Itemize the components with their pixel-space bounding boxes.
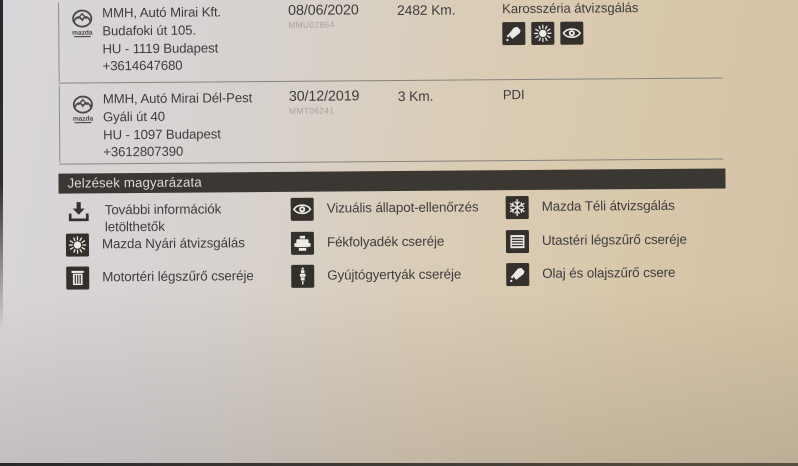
legend-item [291, 263, 517, 288]
legend-item [506, 261, 737, 286]
service-block [502, 0, 732, 45]
spark-plug-icon [291, 265, 314, 288]
eye-icon [560, 22, 583, 45]
legend-item [66, 232, 270, 257]
document-code: MMT06241 [288, 105, 335, 116]
service-icons [502, 20, 732, 45]
brake-fluid-icon [291, 232, 314, 255]
legend-item [506, 228, 737, 253]
oil-can-icon [502, 22, 525, 45]
snowflake-icon [506, 196, 529, 219]
dealer-phone: +3612807390 [103, 144, 184, 160]
service-date: 30/12/2019 [288, 88, 360, 105]
sun-icon [531, 22, 554, 45]
legend-label: Olaj és olajszűrő csere [542, 264, 676, 281]
service-block [503, 85, 733, 102]
legend-item [291, 230, 517, 255]
mazda-logo-icon [69, 91, 97, 127]
document-code: MMU02864 [288, 19, 335, 30]
dealer-address-line2: HU - 1119 Budapest [102, 40, 219, 56]
table-border [59, 86, 61, 163]
service-title: PDI [502, 87, 525, 103]
dealer-phone: +3614647680 [102, 58, 183, 74]
legend-label: További információk letölthetők [104, 201, 222, 234]
service-date: 08/06/2020 [288, 2, 359, 19]
legend-label: Mazda Nyári átvizsgálás [101, 235, 245, 252]
legend-item [506, 194, 737, 219]
service-entry-2 [0, 85, 760, 160]
legend-label: Gyújtógyertyák cseréje [327, 266, 462, 283]
legend-item [66, 265, 270, 290]
service-title: Karosszéria átvizsgálás [502, 0, 639, 17]
table-border [58, 3, 60, 82]
mazda-logo-icon [68, 5, 96, 41]
mileage: 3 Km. [397, 88, 434, 105]
legend-header-label: Jelzések magyarázata [67, 174, 202, 191]
service-entry-1 [0, 0, 759, 74]
oil-can-icon [506, 263, 529, 286]
mileage: 2482 Km. [397, 2, 456, 19]
legend-label: Mazda Téli átvizsgálás [541, 197, 675, 214]
legend-label: Motortéri légszűrő cseréje [102, 268, 254, 285]
engine-filter-icon [66, 266, 89, 289]
date-block [289, 88, 394, 116]
dealer-block [102, 3, 288, 76]
date-block [288, 2, 393, 30]
dealer-address-line2: HU - 1097 Budapest [103, 126, 221, 142]
eye-icon [291, 198, 314, 221]
sun-icon [66, 233, 89, 256]
cabin-filter-icon [506, 230, 529, 253]
legend-label: Utastéri légszűrő cseréje [541, 231, 687, 248]
legend-header-bar [58, 168, 725, 193]
dealer-name: MMH, Autó Mirai Dél-Pest [102, 90, 253, 107]
legend-item [66, 198, 273, 236]
dealer-address-line1: Gyáli út 40 [102, 108, 165, 125]
dealer-block [103, 89, 289, 162]
legend-label: Vizuális állapot-ellenőrzés [326, 199, 479, 216]
row-divider [59, 77, 723, 83]
dealer-name: MMH, Autó Mirai Kft. [102, 4, 222, 21]
download-icon [66, 199, 92, 224]
dealer-address-line1: Budafoki út 105. [102, 22, 197, 39]
legend-label: Fékfolyadék cseréje [326, 233, 445, 250]
legend-item [291, 196, 517, 221]
